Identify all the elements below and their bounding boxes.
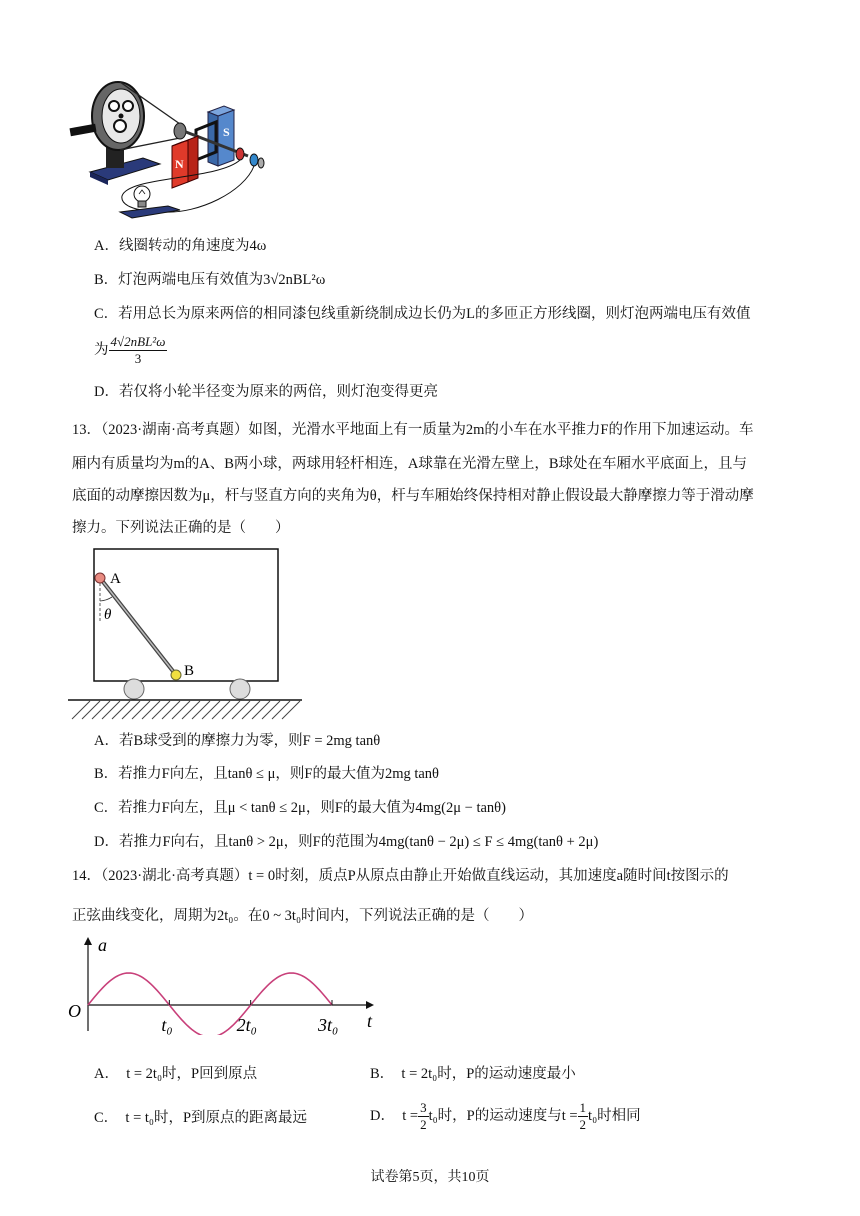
q13-option-d: D．若推力F向右，且tanθ > 2μ，则F的范围为4mg(tanθ − 2μ) ≤ F ≤ 4mg(tanθ + 2μ) <box>94 834 599 850</box>
x-tick-label: t₀ <box>161 1015 173 1035</box>
ball-a <box>95 573 105 583</box>
q13-option-c: C．若推力F向左，且μ < tanθ ≤ 2μ，则F的最大值为4mg(2μ − tanθ) <box>94 800 506 816</box>
x-tick-label: 2t₀ <box>236 1015 257 1035</box>
ground-hatching <box>72 701 300 719</box>
x-axis-label: t <box>367 1011 373 1031</box>
fraction-numerator: 1 <box>579 1100 587 1115</box>
fraction-denominator: 2 <box>579 1117 587 1132</box>
q13-stem-line2: 厢内有质量均为m的A、B两小球，两球用轻杆相连，A球靠在光滑左壁上，B球处在车厢水平底面上，且与 <box>72 456 748 472</box>
y-axis-arrow <box>84 937 92 945</box>
cart-wheel-right <box>230 679 250 699</box>
origin-label: O <box>68 1001 81 1021</box>
q14-option-d-middle: t₀时，P的运动速度与t = <box>428 1107 578 1124</box>
q12-option-a: A．线圈转动的角速度为4ω <box>94 238 267 254</box>
q14-option-d-prefix: D． t = <box>370 1107 419 1124</box>
y-axis-label: a <box>98 935 107 955</box>
q12-option-c-fraction <box>109 334 168 367</box>
q12-option-c-prefix: 为 <box>94 341 109 358</box>
q14-stem-line1: 14．（2023·湖北·高考真题）t = 0时刻，质点P从原点由静止开始做直线运动，其加速度a随时间t按图示的 <box>72 868 729 884</box>
fraction-three-halves <box>418 1100 429 1133</box>
q13-option-b: B．若推力F向左，且tanθ ≤ μ，则F的最大值为2mg tanθ <box>94 766 440 782</box>
fraction-denominator: 3 <box>134 351 142 366</box>
fraction-numerator: 4√2nBL²ω <box>110 334 166 349</box>
acceleration-graph <box>64 935 384 1035</box>
magnet-s-label: S <box>223 125 230 139</box>
q14-option-d-suffix: t₀时相同 <box>588 1107 641 1124</box>
cart-wheel-left <box>124 679 144 699</box>
q12-option-c-line2 <box>94 334 167 367</box>
q13-stem-line1: 13．（2023·湖南·高考真题）如图，光滑水平地面上有一质量为2m的小车在水平推力F的作用下加速运动。车 <box>72 422 754 438</box>
theta-label: θ <box>104 607 112 623</box>
sine-curve <box>88 973 332 1035</box>
page-footer: 试卷第5页，共10页 <box>370 1170 490 1185</box>
fraction-numerator: 3 <box>420 1100 427 1115</box>
ball-b-label: B <box>184 663 195 679</box>
ball-b <box>171 670 181 680</box>
q12-option-b: B．灯泡两端电压有效值为3√2nBL²ω <box>94 272 326 288</box>
magnet-n-label: N <box>175 157 184 171</box>
q14-option-a: A． t = 2t₀时，P回到原点 <box>94 1066 258 1082</box>
q14-option-b: B． t = 2t₀时，P的运动速度最小 <box>370 1066 576 1082</box>
q13-stem-line3: 底面的动摩擦因数为μ，杆与竖直方向的夹角为θ，杆与车厢始终保持相对静止假设最大静摩擦力等于滑动摩 <box>72 488 754 504</box>
fraction-one-half <box>578 1100 589 1133</box>
cart-body <box>94 549 278 681</box>
x-axis-arrow <box>366 1001 374 1009</box>
x-tick-label: 3t₀ <box>318 1015 339 1035</box>
q12-option-d: D．若仅将小轮半径变为原来的两倍，则灯泡变得更亮 <box>94 384 438 400</box>
q12-option-c-line1: C．若用总长为原来两倍的相同漆包线重新绕制成边长仍为L的多匝正方形线圈，则灯泡两端电压有效值 <box>94 306 751 322</box>
q14-option-d <box>370 1100 641 1133</box>
generator-figure <box>68 72 283 224</box>
q14-stem-line2: 正弦曲线变化，周期为2t₀。在0 ~ 3t₀时间内，下列说法正确的是（ ） <box>72 908 534 924</box>
cart-figure <box>68 545 304 723</box>
q14-option-c: C． t = t₀时，P到原点的距离最远 <box>94 1110 308 1126</box>
fraction-denominator: 2 <box>420 1117 427 1132</box>
ball-a-label: A <box>110 571 121 587</box>
q13-option-a: A．若B球受到的摩擦力为零，则F = 2mg tanθ <box>94 733 381 749</box>
q13-stem-line4: 擦力。下列说法正确的是（ ） <box>72 520 290 536</box>
